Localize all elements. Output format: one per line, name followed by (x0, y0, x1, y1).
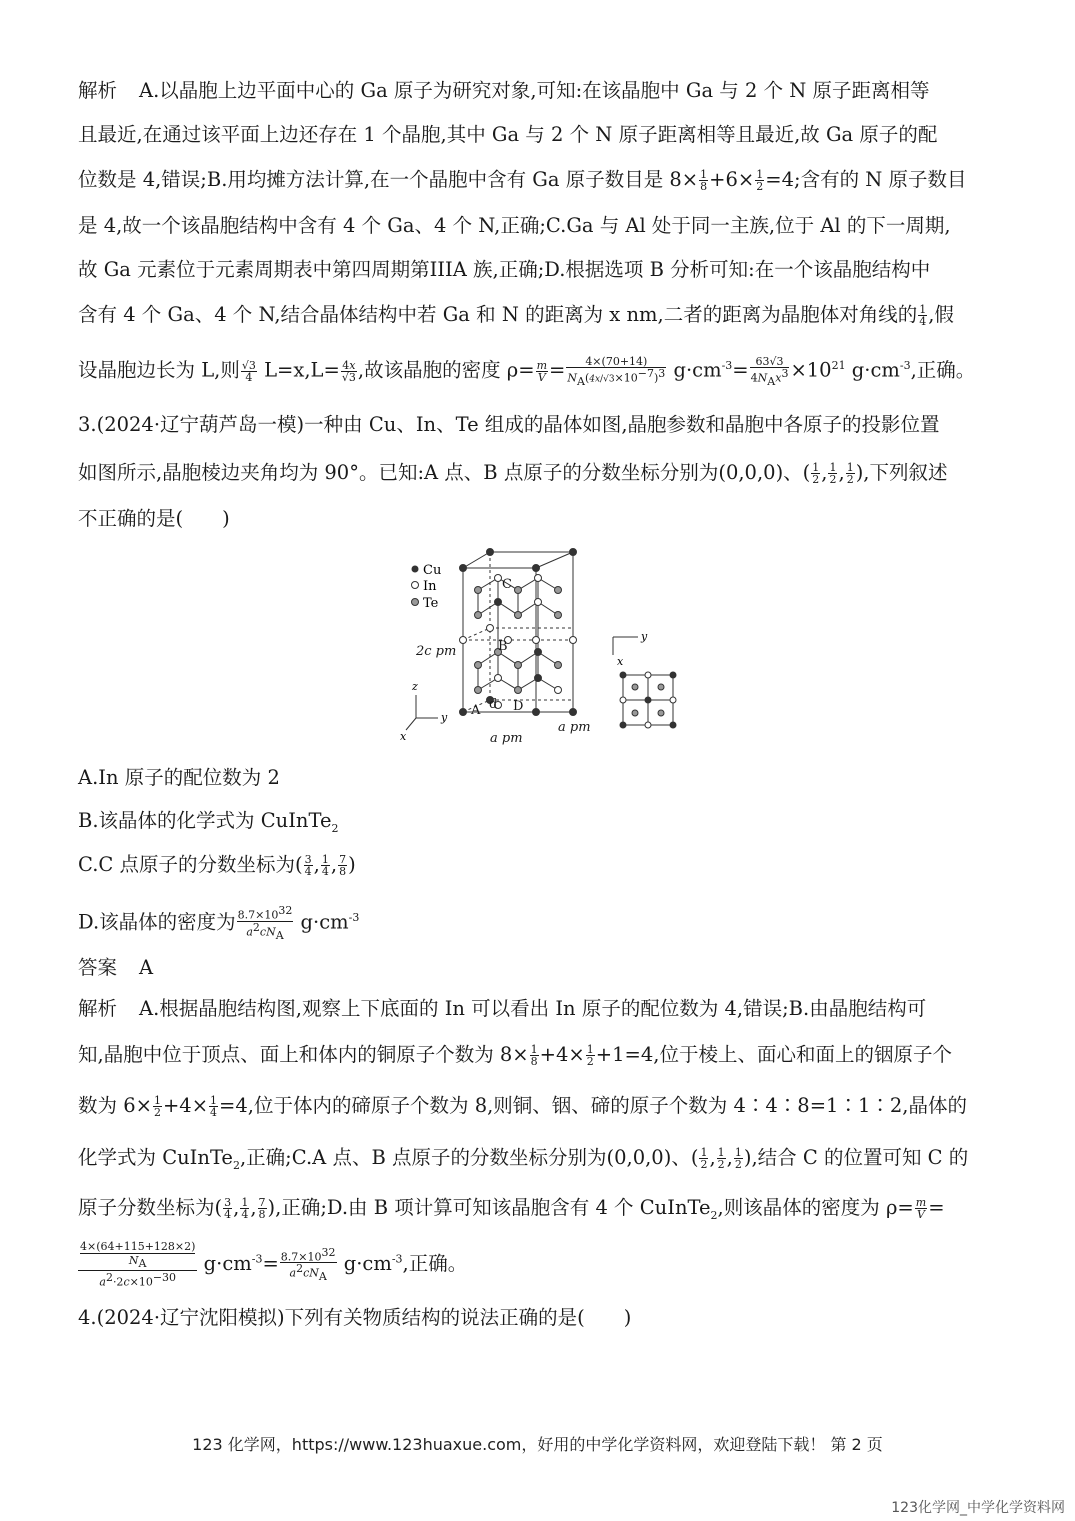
legend-in-dot (412, 582, 419, 589)
question-3-line-1: 3.(2024·辽宁葫芦岛一模)一种由 Cu、In、Te 组成的晶体如图,晶胞参数和晶胞中各原子的投影位置 (78, 413, 940, 436)
atoms (460, 549, 577, 716)
analysis-2-line-4: 化学式为 CuInTe$_2$,正确;C.A 点、B 点原子的分数坐标分别为(0,0,0)、( $\frac{1}{2}$ , $\frac{1}{2}$ , $\frac{1}{2}$ ),结合 C 的位置可知 C 的 (78, 1146, 969, 1172)
proj-axis-y: y (641, 630, 648, 643)
analysis-label: 解析 (78, 79, 118, 102)
legend-cu-dot (412, 566, 419, 573)
fraction-1-4: $\frac{1}{4}$ (919, 303, 927, 328)
label-c: C (502, 577, 512, 592)
fraction-m-v: $\frac{m}{V}$ (536, 358, 548, 384)
legend-in: In (423, 579, 437, 594)
label-2c: 2c pm (416, 644, 457, 659)
fraction-sqrt3-4: $\frac{√3}{4}$ (241, 358, 256, 384)
label-d: D (513, 699, 524, 714)
analysis-1-line-3: 位数是 4,错误;B.用均摊方法计算,在一个晶胞中含有 Ga 原子数目是 8× $\frac{1}{8}$ +6× $\frac{1}{2}$ =4;含有的 N 原子数目 (78, 168, 967, 193)
analysis-1-line-5: 故 Ga 元素位于元素周期表中第四周期第IIIA 族,正确;D.根据选项 B 分析可知:在一个该晶胞结构中 (78, 258, 931, 281)
axis-z: z (412, 680, 418, 693)
analysis-2-line-5: 原子分数坐标为( $\frac{3}{4}$ , $\frac{1}{4}$ , $\frac{7}{8}$ ),正确;D.由 B 项计算可知该晶胞含有 4 个 CuInTe$_2$,则该晶体的密度为 ρ= $\frac{m}{V}$ = (78, 1196, 945, 1222)
axis-y: y (441, 711, 448, 724)
analysis-1-line-1: 解析 A.以晶胞上边平面中心的 Ga 原子为研究对象,可知:在该晶胞中 Ga 与 2 个 N 原子距离相等 (78, 79, 930, 102)
analysis-1-line-4: 是 4,故一个该晶胞结构中含有 4 个 Ga、4 个 N,正确;C.Ga 与 Al 处于同一主族,位于 Al 的下一周期, (78, 214, 951, 237)
question-3-line-3: 不正确的是( ) (78, 507, 230, 530)
legend-te-dot (412, 599, 419, 606)
option-a: A.In 原子的配位数为 2 (78, 766, 280, 789)
option-c: C.C 点原子的分数坐标为( $\frac{3}{4}$ , $\frac{1}{4}$ , $\frac{7}{8}$ ) (78, 853, 356, 878)
question-4: 4.(2024·辽宁沈阳模拟)下列有关物质结构的说法正确的是( ) (78, 1306, 632, 1329)
label-d-small: d (489, 697, 498, 712)
analysis-1-line-7: 设晶胞边长为 L,则 $\frac{√3}{4}$ L=x,L= $\frac{4x}{√3}$ ,故该晶胞的密度 ρ= $\frac{m}{V}$ = $\frac{4\times(70+14)}{N_A(4x/√3\times 10^{-7})^3}$ $g\cdot cm^{-3}=$ $\frac{63√3}{4N_Ax^3}$ $\times 10^{21}$ $g\cdot cm^{-3}$,正确。 (78, 354, 976, 388)
fraction-density-1: $\frac{4\times(70+14)}{N_A(4x/√3\times 10^{-7})^3}$ (567, 354, 666, 388)
fraction-density-2: $\frac{63√3}{4N_Ax^3}$ (750, 354, 789, 388)
label-b: B (498, 639, 508, 654)
question-3-line-2: 如图所示,晶胞棱边夹角均为 90°。已知:A 点、B 点原子的分数坐标分别为(0,0,0)、( $\frac{1}{2}$ , $\frac{1}{2}$ , $\frac{1}{2}$ ),下列叙述 (78, 461, 948, 486)
projection-axes (613, 637, 638, 655)
answer: 答案 A (78, 956, 154, 979)
analysis-2-line-2: 知,晶胞中位于顶点、面上和体内的铜原子个数为 8× $\frac{1}{8}$ +4× $\frac{1}{2}$ +1=4,位于棱上、面心和面上的铟原子个 (78, 1043, 952, 1068)
fraction-density-d: $\frac{8.7\times 10^{32}}{a^2cN_A}$ (237, 904, 293, 942)
legend-cu: Cu (423, 563, 442, 578)
proj-axis-x: x (617, 655, 624, 668)
projection-grid (620, 672, 676, 728)
legend-te: Te (423, 596, 439, 611)
axis-x: x (400, 730, 407, 743)
label-a-right: a pm (558, 720, 591, 735)
analysis-2-line-1: 解析 A.根据晶胞结构图,观察上下底面的 In 可以看出 In 原子的配位数为 4,错误;B.由晶胞结构可 (78, 997, 927, 1020)
analysis-1-line-6: 含有 4 个 Ga、4 个 N,结合晶体结构中若 Ga 和 N 的距离为 x nm,二者的距离为晶胞体对角线的 $\frac{1}{4}$ ,假 (78, 303, 954, 328)
fraction-4x-sqrt3: $\frac{4x}{√3}$ (341, 358, 356, 384)
fraction-density-calc: 4×(64+115+128×2) $N_A$ $a^2\cdot 2c\times 10^{-30}$ (80, 1240, 196, 1289)
option-b: B.该晶体的化学式为 CuInTe$_2$ (78, 809, 339, 835)
watermark-text: 123化学网_中学化学资料网 (891, 1500, 1065, 1516)
page-footer: 123 化学网，https://www.123huaxue.com，好用的中学化学资料网，欢迎登陆下载！ 第 2 页 (192, 1435, 883, 1454)
label-a-bottom: a pm (490, 731, 523, 745)
analysis-2-line-3: 数为 6× $\frac{1}{2}$ +4× $\frac{1}{4}$ =4,位于体内的碲原子个数为 8,则铜、铟、碲的原子个数为 4∶4∶8=1∶1∶2,晶体的 (78, 1094, 967, 1119)
label-a: A (471, 703, 481, 718)
analysis-1-line-2: 且最近,在通过该平面上边还存在 1 个晶胞,其中 Ga 与 2 个 N 原子距离相等且最近,故 Ga 原子的配 (78, 123, 938, 146)
option-d: D.该晶体的密度为 $\frac{8.7\times 10^{32}}{a^2cN_A}$ $g\cdot cm^{-3}$ (78, 904, 360, 942)
analysis-2-line-6: 4×(64+115+128×2) $N_A$ $a^2\cdot 2c\times 10^{-30}$ $g\cdot cm^{-3}=$ $\frac{8.7\times 10^{32}}{a^2cN_A}$ $g\cdot cm^{-3}$,正确。 (80, 1240, 468, 1289)
fraction-1-2: $\frac{1}{2}$ (756, 168, 764, 193)
crystal-structure-figure (398, 540, 688, 745)
axes-3d (406, 695, 438, 730)
fraction-1-8: $\frac{1}{8}$ (700, 168, 708, 193)
